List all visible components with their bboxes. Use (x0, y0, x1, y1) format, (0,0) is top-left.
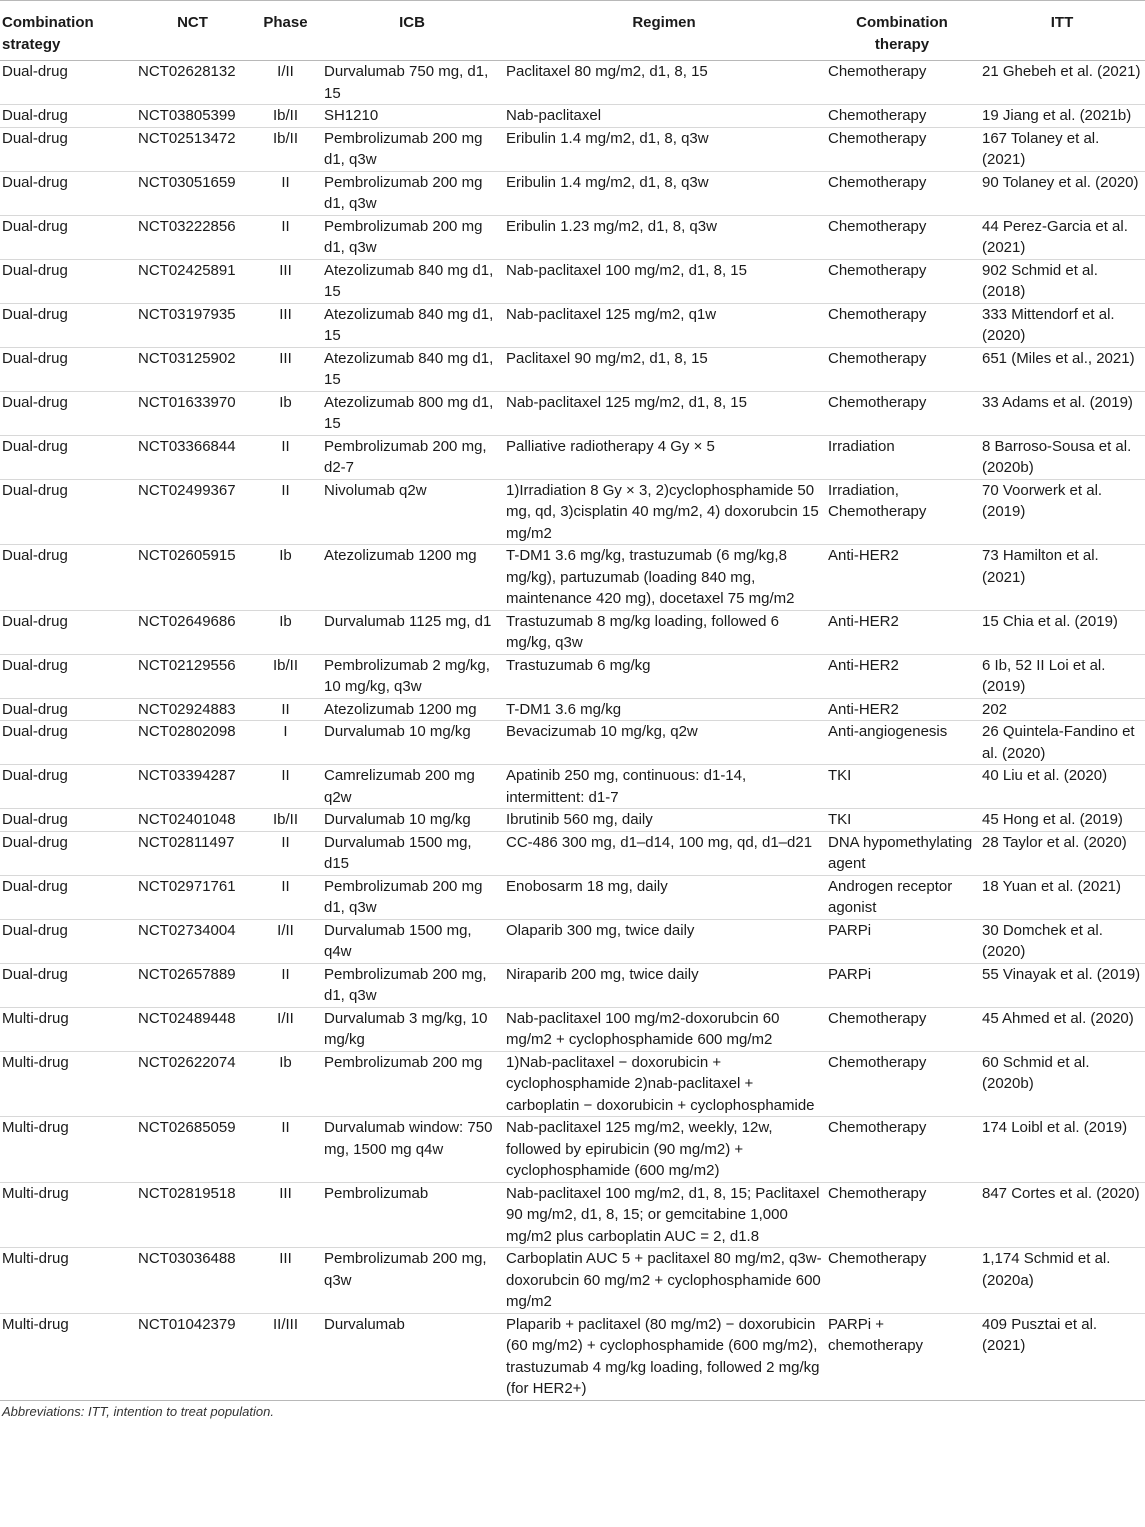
regimen-cell: T-DM1 3.6 mg/kg, trastuzumab (6 mg/kg,8 mg/kg), partuzumab (loading 840 mg, maintenance 420 mg), docetaxel 75 mg/m2 (503, 545, 825, 611)
itt-cell: 33 Adams et al. (2019) (979, 391, 1145, 435)
combination-therapy-cell: Chemotherapy (825, 171, 979, 215)
combination-therapy-cell: Anti-angiogenesis (825, 721, 979, 765)
regimen-cell: Olaparib 300 mg, twice daily (503, 919, 825, 963)
column-header: Phase (250, 1, 321, 61)
icb-cell: Pembrolizumab 200 mg, d1, q3w (321, 963, 503, 1007)
itt-cell: 44 Perez-Garcia et al. (2021) (979, 215, 1145, 259)
table-footnote: Abbreviations: ITT, intention to treat population. (2, 1403, 274, 1419)
itt-cell: 902 Schmid et al. (2018) (979, 259, 1145, 303)
combination-therapy-cell: PARPi + chemotherapy (825, 1313, 979, 1400)
combination-strategy-cell: Dual-drug (0, 610, 135, 654)
nct-cell: NCT02811497 (135, 831, 250, 875)
phase-cell: II (250, 435, 321, 479)
phase-cell: Ib/II (250, 809, 321, 832)
icb-cell: Camrelizumab 200 mg q2w (321, 765, 503, 809)
icb-cell: Atezolizumab 1200 mg (321, 545, 503, 611)
table-row (0, 698, 1145, 721)
icb-cell: Nivolumab q2w (321, 479, 503, 545)
combination-therapy-cell: Anti-HER2 (825, 610, 979, 654)
combination-strategy-cell: Dual-drug (0, 831, 135, 875)
icb-cell: Durvalumab window: 750 mg, 1500 mg q4w (321, 1117, 503, 1183)
icb-cell: Pembrolizumab 200 mg d1, q3w (321, 215, 503, 259)
regimen-cell: T-DM1 3.6 mg/kg (503, 698, 825, 721)
combination-therapy-cell: Anti-HER2 (825, 654, 979, 698)
itt-cell: 409 Pusztai et al. (2021) (979, 1313, 1145, 1400)
phase-cell: III (250, 347, 321, 391)
regimen-cell: Carboplatin AUC 5 + paclitaxel 80 mg/m2, q3w-doxorubcin 60 mg/m2 + cyclophosphamide 600 mg/m2 (503, 1248, 825, 1314)
combination-therapy-cell: Anti-HER2 (825, 545, 979, 611)
table-row (0, 809, 1145, 832)
combination-strategy-cell: Multi-drug (0, 1313, 135, 1400)
itt-cell: 90 Tolaney et al. (2020) (979, 171, 1145, 215)
table-row (0, 1182, 1145, 1248)
combination-therapy-cell: Androgen receptor agonist (825, 875, 979, 919)
regimen-cell: Nab-paclitaxel (503, 105, 825, 128)
table-row (0, 303, 1145, 347)
column-header: Combination strategy (0, 1, 135, 61)
table-row (0, 435, 1145, 479)
table-row (0, 721, 1145, 765)
phase-cell: I/II (250, 1007, 321, 1051)
combination-therapy-cell: PARPi (825, 963, 979, 1007)
table-row (0, 654, 1145, 698)
column-header: ITT (979, 1, 1145, 61)
combination-therapy-cell: Chemotherapy (825, 303, 979, 347)
phase-cell: Ib (250, 610, 321, 654)
combination-therapy-cell: Chemotherapy (825, 259, 979, 303)
nct-cell: NCT03125902 (135, 347, 250, 391)
combination-therapy-cell: Irradiation, Chemotherapy (825, 479, 979, 545)
phase-cell: I (250, 721, 321, 765)
regimen-cell: Trastuzumab 8 mg/kg loading, followed 6 mg/kg, q3w (503, 610, 825, 654)
nct-cell: NCT02605915 (135, 545, 250, 611)
nct-cell: NCT02971761 (135, 875, 250, 919)
itt-cell: 8 Barroso-Sousa et al. (2020b) (979, 435, 1145, 479)
itt-cell: 333 Mittendorf et al. (2020) (979, 303, 1145, 347)
combination-strategy-cell: Dual-drug (0, 105, 135, 128)
nct-cell: NCT03222856 (135, 215, 250, 259)
combination-therapy-cell: Anti-HER2 (825, 698, 979, 721)
nct-cell: NCT02622074 (135, 1051, 250, 1117)
phase-cell: I/II (250, 61, 321, 105)
regimen-cell: Eribulin 1.23 mg/m2, d1, 8, q3w (503, 215, 825, 259)
phase-cell: III (250, 1182, 321, 1248)
icb-cell: Durvalumab 10 mg/kg (321, 721, 503, 765)
combination-strategy-cell: Dual-drug (0, 391, 135, 435)
itt-cell: 847 Cortes et al. (2020) (979, 1182, 1145, 1248)
icb-cell: Atezolizumab 840 mg d1, 15 (321, 303, 503, 347)
regimen-cell: Enobosarm 18 mg, daily (503, 875, 825, 919)
combination-strategy-cell: Dual-drug (0, 545, 135, 611)
table-row (0, 919, 1145, 963)
combination-strategy-cell: Dual-drug (0, 259, 135, 303)
regimen-cell: Nab-paclitaxel 100 mg/m2-doxorubcin 60 mg/m2 + cyclophosphamide 600 mg/m2 (503, 1007, 825, 1051)
itt-cell: 60 Schmid et al. (2020b) (979, 1051, 1145, 1117)
table-row (0, 1313, 1145, 1400)
phase-cell: Ib (250, 391, 321, 435)
icb-cell: Pembrolizumab 2 mg/kg, 10 mg/kg, q3w (321, 654, 503, 698)
phase-cell: I/II (250, 919, 321, 963)
nct-cell: NCT01042379 (135, 1313, 250, 1400)
phase-cell: II (250, 479, 321, 545)
combination-strategy-cell: Dual-drug (0, 127, 135, 171)
icb-cell: Pembrolizumab 200 mg, d2-7 (321, 435, 503, 479)
table-row (0, 391, 1145, 435)
combination-therapy-cell: Chemotherapy (825, 1007, 979, 1051)
icb-cell: Pembrolizumab 200 mg d1, q3w (321, 171, 503, 215)
phase-cell: Ib/II (250, 654, 321, 698)
nct-cell: NCT03051659 (135, 171, 250, 215)
regimen-cell: Ibrutinib 560 mg, daily (503, 809, 825, 832)
regimen-cell: Paclitaxel 90 mg/m2, d1, 8, 15 (503, 347, 825, 391)
combination-strategy-cell: Dual-drug (0, 171, 135, 215)
combination-therapy-cell: Chemotherapy (825, 127, 979, 171)
combination-therapy-cell: Chemotherapy (825, 61, 979, 105)
nct-cell: NCT03805399 (135, 105, 250, 128)
itt-cell: 167 Tolaney et al. (2021) (979, 127, 1145, 171)
combination-therapy-cell: TKI (825, 809, 979, 832)
combination-strategy-cell: Dual-drug (0, 698, 135, 721)
column-header: Regimen (503, 1, 825, 61)
combination-therapy-cell: Chemotherapy (825, 347, 979, 391)
nct-cell: NCT03366844 (135, 435, 250, 479)
nct-cell: NCT02649686 (135, 610, 250, 654)
phase-cell: III (250, 259, 321, 303)
nct-cell: NCT02129556 (135, 654, 250, 698)
itt-cell: 174 Loibl et al. (2019) (979, 1117, 1145, 1183)
table-row (0, 259, 1145, 303)
table-body (0, 61, 1145, 1401)
icb-cell: Durvalumab 1500 mg, d15 (321, 831, 503, 875)
table-row (0, 545, 1145, 611)
icb-cell: Durvalumab 1125 mg, d1 (321, 610, 503, 654)
itt-cell: 19 Jiang et al. (2021b) (979, 105, 1145, 128)
nct-cell: NCT02425891 (135, 259, 250, 303)
table-row (0, 215, 1145, 259)
nct-cell: NCT02499367 (135, 479, 250, 545)
column-header: NCT (135, 1, 250, 61)
table-row (0, 127, 1145, 171)
icb-cell: Durvalumab 750 mg, d1, 15 (321, 61, 503, 105)
regimen-cell: Palliative radiotherapy 4 Gy × 5 (503, 435, 825, 479)
table-row (0, 1117, 1145, 1183)
nct-cell: NCT02802098 (135, 721, 250, 765)
table-row (0, 105, 1145, 128)
regimen-cell: Nab-paclitaxel 125 mg/m2, weekly, 12w, followed by epirubicin (90 mg/m2) + cyclophosphamide (600 mg/m2) (503, 1117, 825, 1183)
icb-cell: Pembrolizumab (321, 1182, 503, 1248)
phase-cell: Ib (250, 545, 321, 611)
itt-cell: 45 Hong et al. (2019) (979, 809, 1145, 832)
regimen-cell: Niraparib 200 mg, twice daily (503, 963, 825, 1007)
table-row (0, 831, 1145, 875)
table-row (0, 1051, 1145, 1117)
combination-therapy-cell: Chemotherapy (825, 1248, 979, 1314)
icb-cell: Durvalumab (321, 1313, 503, 1400)
table-row (0, 479, 1145, 545)
icb-cell: Atezolizumab 800 mg d1, 15 (321, 391, 503, 435)
combination-strategy-cell: Multi-drug (0, 1007, 135, 1051)
regimen-cell: Bevacizumab 10 mg/kg, q2w (503, 721, 825, 765)
regimen-cell: CC-486 300 mg, d1–d14, 100 mg, qd, d1–d21 (503, 831, 825, 875)
table-row (0, 963, 1145, 1007)
itt-cell: 40 Liu et al. (2020) (979, 765, 1145, 809)
phase-cell: II (250, 765, 321, 809)
icb-cell: Pembrolizumab 200 mg d1, q3w (321, 127, 503, 171)
combination-strategy-cell: Multi-drug (0, 1051, 135, 1117)
regimen-cell: Paclitaxel 80 mg/m2, d1, 8, 15 (503, 61, 825, 105)
icb-cell: SH1210 (321, 105, 503, 128)
combination-therapy-cell: Chemotherapy (825, 391, 979, 435)
combination-strategy-cell: Dual-drug (0, 479, 135, 545)
column-header: Combination therapy (825, 1, 979, 61)
nct-cell: NCT01633970 (135, 391, 250, 435)
combination-therapy-cell: Chemotherapy (825, 215, 979, 259)
itt-cell: 651 (Miles et al., 2021) (979, 347, 1145, 391)
table-row (0, 875, 1145, 919)
combination-strategy-cell: Dual-drug (0, 347, 135, 391)
combination-strategy-cell: Multi-drug (0, 1248, 135, 1314)
itt-cell: 70 Voorwerk et al. (2019) (979, 479, 1145, 545)
combination-strategy-cell: Dual-drug (0, 215, 135, 259)
nct-cell: NCT02401048 (135, 809, 250, 832)
nct-cell: NCT02513472 (135, 127, 250, 171)
itt-cell: 202 (979, 698, 1145, 721)
itt-cell: 18 Yuan et al. (2021) (979, 875, 1145, 919)
itt-cell: 1,174 Schmid et al. (2020a) (979, 1248, 1145, 1314)
phase-cell: III (250, 303, 321, 347)
regimen-cell: Nab-paclitaxel 125 mg/m2, d1, 8, 15 (503, 391, 825, 435)
combination-therapy-cell: Chemotherapy (825, 1182, 979, 1248)
nct-cell: NCT02734004 (135, 919, 250, 963)
nct-cell: NCT02489448 (135, 1007, 250, 1051)
icb-cell: Pembrolizumab 200 mg d1, q3w (321, 875, 503, 919)
icb-cell: Atezolizumab 1200 mg (321, 698, 503, 721)
phase-cell: Ib/II (250, 105, 321, 128)
table-row (0, 765, 1145, 809)
regimen-cell: Trastuzumab 6 mg/kg (503, 654, 825, 698)
combination-therapy-cell: Chemotherapy (825, 1051, 979, 1117)
combination-therapy-cell: DNA hypomethylating agent (825, 831, 979, 875)
icb-cell: Atezolizumab 840 mg d1, 15 (321, 347, 503, 391)
combination-therapy-cell: Chemotherapy (825, 1117, 979, 1183)
phase-cell: II (250, 831, 321, 875)
table-header-row (0, 1, 1145, 61)
combination-strategy-cell: Dual-drug (0, 809, 135, 832)
phase-cell: II (250, 215, 321, 259)
combination-strategy-cell: Multi-drug (0, 1182, 135, 1248)
nct-cell: NCT02657889 (135, 963, 250, 1007)
combination-therapy-cell: PARPi (825, 919, 979, 963)
phase-cell: Ib/II (250, 127, 321, 171)
icb-cell: Durvalumab 1500 mg, q4w (321, 919, 503, 963)
combination-strategy-cell: Dual-drug (0, 721, 135, 765)
phase-cell: II (250, 698, 321, 721)
phase-cell: II (250, 171, 321, 215)
regimen-cell: 1)Irradiation 8 Gy × 3, 2)cyclophosphamide 50 mg, qd, 3)cisplatin 40 mg/m2, 4) doxorubcin 15 mg/m2 (503, 479, 825, 545)
nct-cell: NCT03036488 (135, 1248, 250, 1314)
combination-strategy-cell: Dual-drug (0, 963, 135, 1007)
column-header: ICB (321, 1, 503, 61)
table-row (0, 610, 1145, 654)
itt-cell: 30 Domchek et al. (2020) (979, 919, 1145, 963)
phase-cell: II/III (250, 1313, 321, 1400)
itt-cell: 21 Ghebeh et al. (2021) (979, 61, 1145, 105)
regimen-cell: 1)Nab-paclitaxel − doxorubicin + cyclophosphamide 2)nab-paclitaxel + carboplatin − doxorubicin + cyclophosphamide (503, 1051, 825, 1117)
table-row (0, 171, 1145, 215)
combination-therapy-cell: Chemotherapy (825, 105, 979, 128)
table-row (0, 347, 1145, 391)
combination-strategy-cell: Multi-drug (0, 1117, 135, 1183)
nct-cell: NCT03197935 (135, 303, 250, 347)
table-row (0, 1248, 1145, 1314)
table-row (0, 1007, 1145, 1051)
itt-cell: 45 Ahmed et al. (2020) (979, 1007, 1145, 1051)
itt-cell: 26 Quintela-Fandino et al. (2020) (979, 721, 1145, 765)
regimen-cell: Eribulin 1.4 mg/m2, d1, 8, q3w (503, 127, 825, 171)
icb-cell: Durvalumab 3 mg/kg, 10 mg/kg (321, 1007, 503, 1051)
combination-therapy-cell: Irradiation (825, 435, 979, 479)
itt-cell: 6 Ib, 52 II Loi et al. (2019) (979, 654, 1145, 698)
regimen-cell: Eribulin 1.4 mg/m2, d1, 8, q3w (503, 171, 825, 215)
combination-therapy-cell: TKI (825, 765, 979, 809)
combination-strategy-cell: Dual-drug (0, 61, 135, 105)
regimen-cell: Apatinib 250 mg, continuous: d1-14, intermittent: d1-7 (503, 765, 825, 809)
phase-cell: II (250, 875, 321, 919)
phase-cell: II (250, 1117, 321, 1183)
regimen-cell: Nab-paclitaxel 125 mg/m2, q1w (503, 303, 825, 347)
table-row (0, 61, 1145, 105)
icb-cell: Pembrolizumab 200 mg, q3w (321, 1248, 503, 1314)
nct-cell: NCT02628132 (135, 61, 250, 105)
combination-strategy-cell: Dual-drug (0, 654, 135, 698)
nct-cell: NCT03394287 (135, 765, 250, 809)
phase-cell: III (250, 1248, 321, 1314)
itt-cell: 55 Vinayak et al. (2019) (979, 963, 1145, 1007)
combination-strategy-cell: Dual-drug (0, 435, 135, 479)
phase-cell: II (250, 963, 321, 1007)
combination-strategy-cell: Dual-drug (0, 765, 135, 809)
itt-cell: 28 Taylor et al. (2020) (979, 831, 1145, 875)
nct-cell: NCT02924883 (135, 698, 250, 721)
regimen-cell: Nab-paclitaxel 100 mg/m2, d1, 8, 15 (503, 259, 825, 303)
phase-cell: Ib (250, 1051, 321, 1117)
regimen-cell: Plaparib + paclitaxel (80 mg/m2) − doxorubicin (60 mg/m2) + cyclophosphamide (600 mg/m2), trastuzumab 4 mg/kg loading, followed 2 mg/kg (for HER2+) (503, 1313, 825, 1400)
combination-strategy-cell: Dual-drug (0, 875, 135, 919)
icb-cell: Pembrolizumab 200 mg (321, 1051, 503, 1117)
combination-strategy-cell: Dual-drug (0, 919, 135, 963)
itt-cell: 73 Hamilton et al. (2021) (979, 545, 1145, 611)
combination-strategy-cell: Dual-drug (0, 303, 135, 347)
icb-cell: Durvalumab 10 mg/kg (321, 809, 503, 832)
icb-cell: Atezolizumab 840 mg d1, 15 (321, 259, 503, 303)
itt-cell: 15 Chia et al. (2019) (979, 610, 1145, 654)
regimen-cell: Nab-paclitaxel 100 mg/m2, d1, 8, 15; Paclitaxel 90 mg/m2, d1, 8, 15; or gemcitabine 1,000 mg/m2 plus carboplatin AUC = 2, d1.8 (503, 1182, 825, 1248)
nct-cell: NCT02819518 (135, 1182, 250, 1248)
nct-cell: NCT02685059 (135, 1117, 250, 1183)
